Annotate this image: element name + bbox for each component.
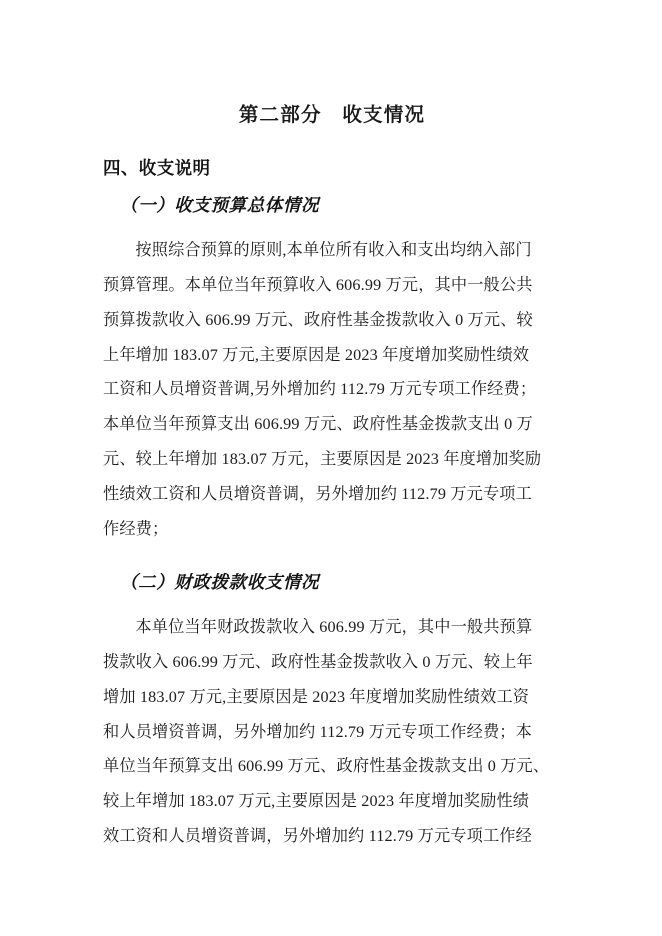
- heading-section-four: 四、收支说明: [103, 158, 211, 179]
- paragraph-line: [103, 442, 561, 477]
- paragraph-line-text: 增加 183.07 万元,主要原因是 2023 年度增加奖励性绩效工资: [103, 687, 530, 706]
- paragraph-line-text: 本单位当年财政拨款收入 606.99 万元，其中一般共预算: [135, 618, 533, 637]
- paragraph-line: [103, 819, 561, 854]
- paragraph-line: [103, 512, 561, 547]
- paragraph-line-text: 和人员增资普调，另外增加约 112.79 万元专项工作经费；本: [103, 722, 532, 741]
- paragraph-line: [103, 477, 561, 512]
- heading-subsection-one: （一）收支预算总体情况: [120, 195, 320, 216]
- paragraph-line-text: 拨款收入 606.99 万元、政府性基金拨款收入 0 万元、较上年: [103, 652, 533, 671]
- paragraph-line: [103, 268, 561, 303]
- page-content-column: [103, 0, 561, 854]
- paragraph-line: [103, 680, 561, 715]
- paragraph-line-text: 元、较上年增加 183.07 万元，主要原因是 2023 年度增加奖励: [103, 449, 542, 468]
- paragraph-line-text: 本单位当年预算支出 606.99 万元、政府性基金拨款支出 0 万: [103, 415, 533, 434]
- paragraph-line: [103, 610, 561, 645]
- paragraph-line-text: 按照综合预算的原则,本单位所有收入和支出均纳入部门: [135, 241, 532, 260]
- paragraph-line-text: 预算管理。本单位当年预算收入 606.99 万元，其中一般公共: [103, 275, 533, 294]
- paragraph-line-text: 预算拨款收入 606.99 万元、政府性基金拨款收入 0 万元、较: [103, 310, 533, 329]
- paragraph-line: [103, 749, 561, 784]
- paragraph-line: [103, 645, 561, 680]
- paragraph-line: [103, 372, 561, 407]
- paragraph-line: [103, 784, 561, 819]
- paragraph-line-text: 工资和人员增资普调,另外增加约 112.79 万元专项工作经费；: [103, 380, 537, 399]
- heading-subsection-two: （二）财政拨款收支情况: [120, 572, 320, 593]
- paragraph-line: [103, 303, 561, 338]
- paragraph-line-text: 上年增加 183.07 万元,主要原因是 2023 年度增加奖励性绩效: [103, 345, 530, 364]
- paragraph-line: [103, 233, 561, 268]
- paragraph-line-text: 效工资和人员增资普调，另外增加约 112.79 万元专项工作经: [103, 826, 532, 845]
- paragraph-line: [103, 715, 561, 750]
- paragraph-fiscal-appropriation: [103, 594, 561, 854]
- paragraph-budget-overview: [103, 217, 561, 546]
- paragraph-line-text: 单位当年预算支出 606.99 万元、政府性基金拨款支出 0 万元、: [103, 757, 550, 776]
- paragraph-line: [103, 338, 561, 373]
- paragraph-line: [103, 407, 561, 442]
- paragraph-line-text: 作经费；: [103, 519, 169, 538]
- page-title: 第二部分 收支情况: [238, 104, 426, 126]
- paragraph-line-text: 较上年增加 183.07 万元,主要原因是 2023 年度增加奖励性绩: [103, 792, 530, 811]
- paragraph-line-text: 性绩效工资和人员增资普调，另外增加约 112.79 万元专项工: [103, 484, 532, 503]
